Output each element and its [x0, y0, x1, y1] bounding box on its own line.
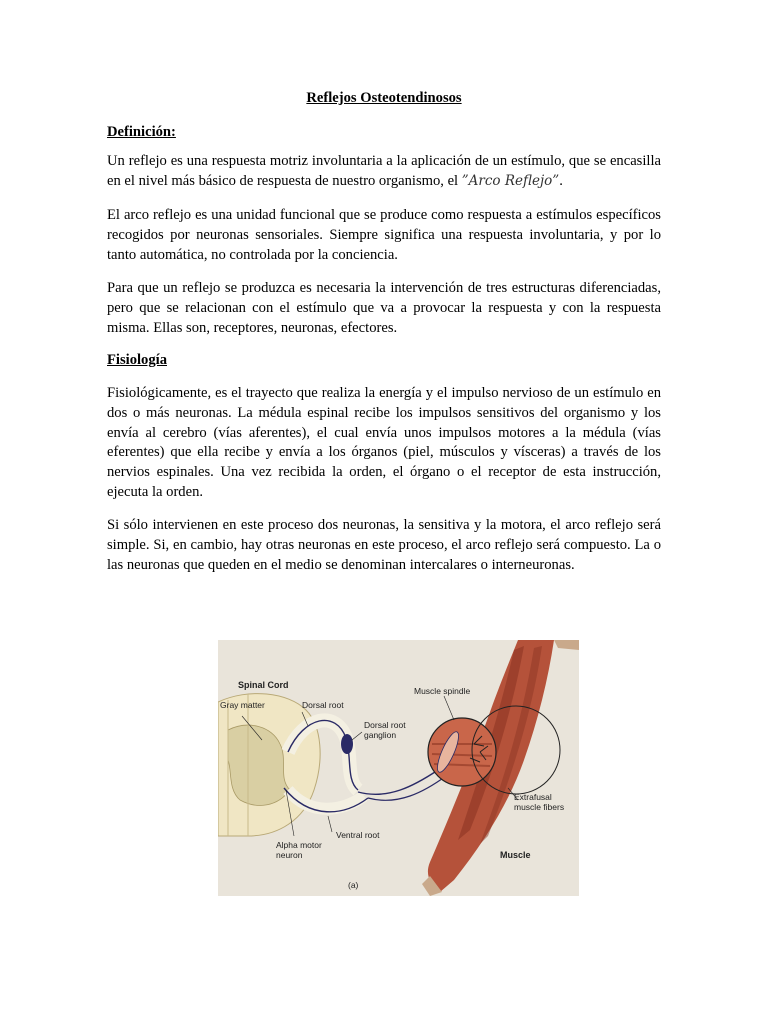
paragraph-definicion-1	[107, 152, 661, 192]
paragraph-fisiologia-1: Fisiológicamente, es el trayecto que realiza la energía y el impulso nervioso de un estímulo en dos o más neuronas. La médula espinal recibe los impulsos sensitivos del organismo y los envía al cerebro (vías aferentes), el cual envía unos impulsos motores a la médula (vías eferentes) que ella recibe y envía a los órganos (piel, músculos y vísceras) a través de los nervios espinales. Una vez recibida la orden, el órgano o el receptor de esta instrucción, ejecuta la orden.	[107, 385, 661, 500]
label-gray-matter: Gray matter	[220, 700, 265, 710]
label-muscle: Muscle	[500, 850, 531, 860]
figure-caption: (a)	[348, 880, 359, 890]
paragraph-definicion-3: Para que un reflejo se produzca es necesaria la intervención de tres estructuras diferenciadas, pero que se relacionan con el estímulo que va a provocar la respuesta y con la respuesta misma. Ellas son, receptores, neuronas, efectores.	[107, 280, 661, 336]
paragraph-text: Un reflejo es una respuesta motriz involuntaria a la aplicación de un estímulo, que se encasilla en el nivel más básico de respuesta de nuestro organismo, el	[107, 153, 661, 189]
label-extrafusal-1: Extrafusal	[514, 792, 552, 802]
section-heading-fisiologia: Fisiología	[107, 352, 167, 368]
label-ventral-root: Ventral root	[336, 830, 380, 840]
paragraph-tail: .	[559, 172, 563, 189]
label-dorsal-root-ganglion-1: Dorsal root	[364, 720, 406, 730]
section-heading-definicion: Definición:	[107, 124, 176, 140]
reflex-arc-illustration	[218, 640, 579, 896]
label-extrafusal-2: muscle fibers	[514, 802, 565, 812]
paragraph-fisiologia-2: Si sólo intervienen en este proceso dos neuronas, la sensitiva y la motora, el arco reflejo será simple. Si, en cambio, hay otras neuronas en este proceso, el arco reflejo será compuesto. La o las neuronas que queden en el medio se denominan intercalares o interneuronas.	[107, 517, 661, 573]
paragraph-definicion-2: El arco reflejo es una unidad funcional que se produce como respuesta a estímulos específicos recogidos por neuronas sensoriales. Siempre significa una respuesta involuntaria, y por lo tanto automática, no controlada por la conciencia.	[107, 207, 661, 263]
document-title: Reflejos Osteotendinosos	[306, 90, 462, 106]
label-dorsal-root-ganglion-2: ganglion	[364, 730, 397, 740]
label-muscle-spindle: Muscle spindle	[414, 686, 471, 696]
label-dorsal-root: Dorsal root	[302, 700, 344, 710]
label-alpha-motor-1: Alpha motor	[276, 840, 322, 850]
label-spinal-cord: Spinal Cord	[238, 680, 289, 690]
reflex-arc-figure	[218, 640, 579, 896]
label-alpha-motor-2: neuron	[276, 850, 303, 860]
arco-reflejo-emphasis: ”Arco Reflejo”	[461, 172, 560, 189]
